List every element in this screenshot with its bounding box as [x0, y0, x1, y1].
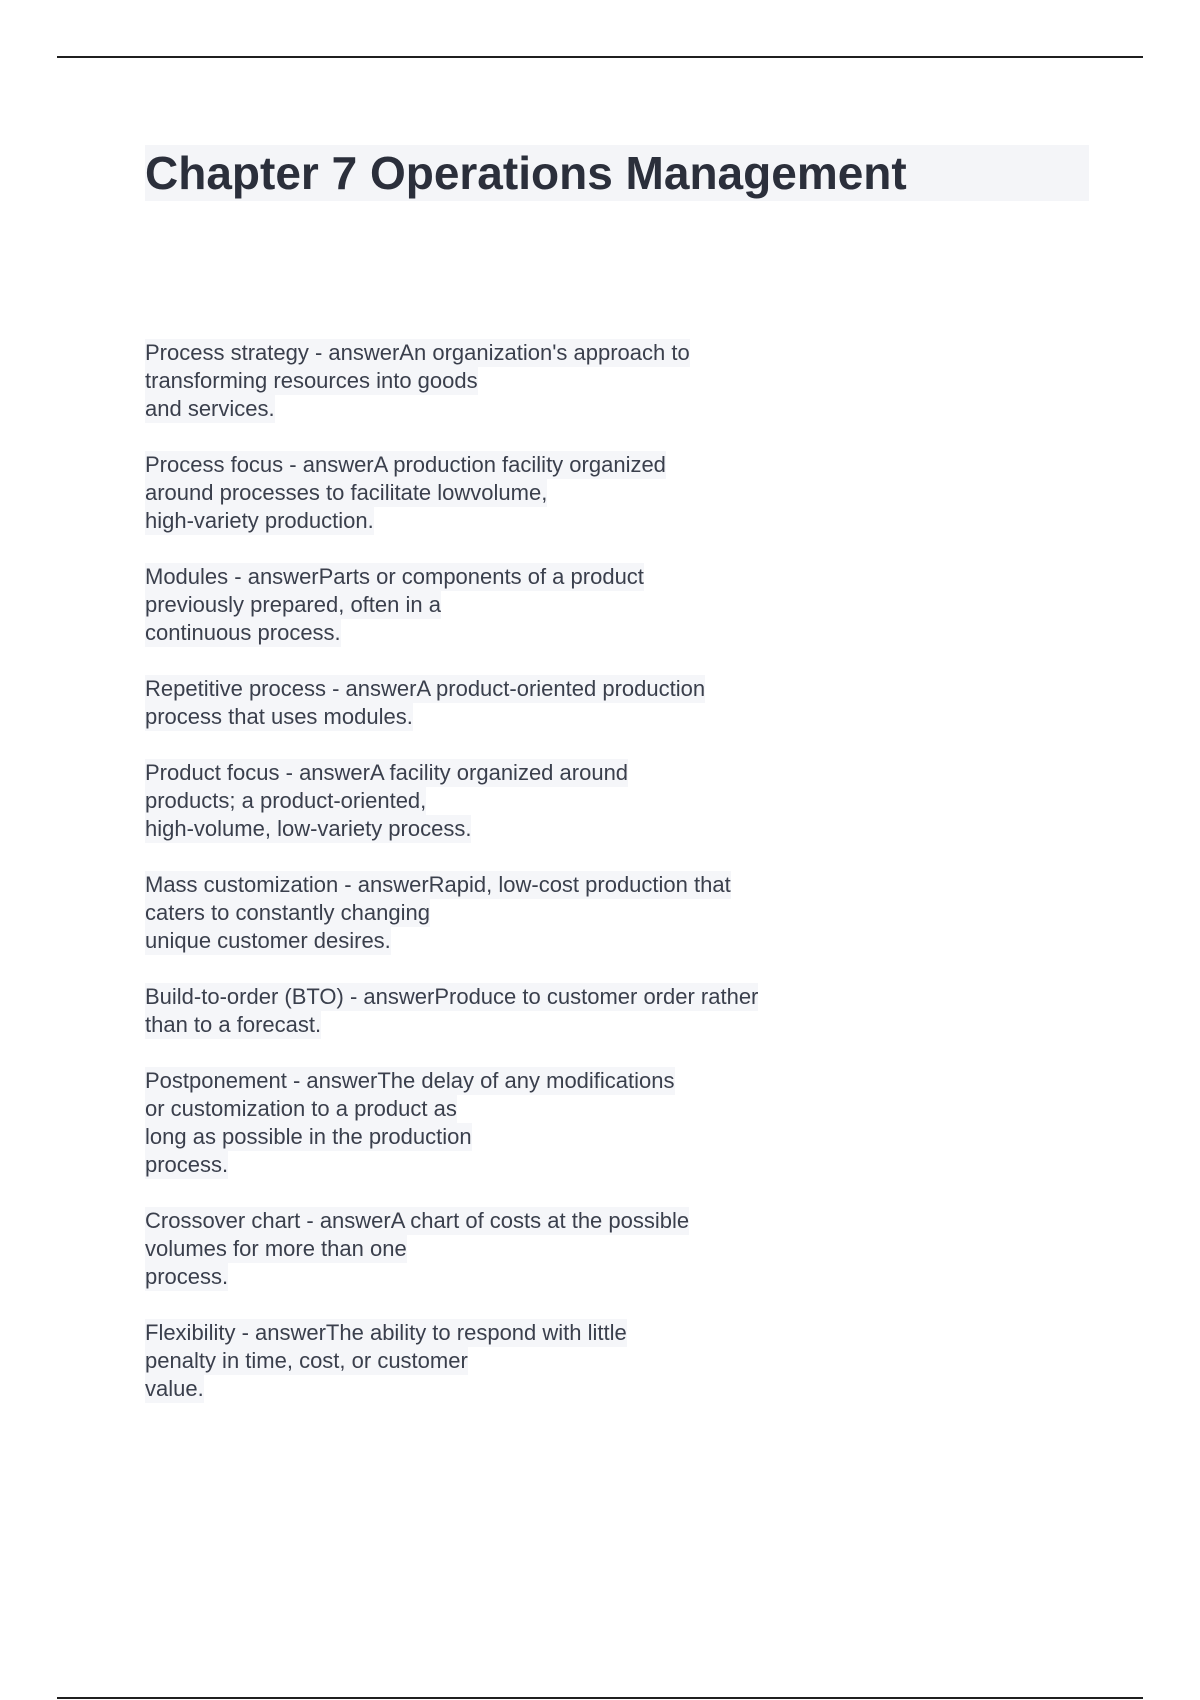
definition-line: Flexibility - answerThe ability to respond with little	[145, 1320, 627, 1345]
definition-entry	[145, 1207, 865, 1291]
definition-line: and services.	[145, 396, 275, 421]
definition-line: long as possible in the production	[145, 1124, 472, 1149]
definition-line: Modules - answerParts or components of a product	[145, 564, 644, 589]
definition-line: than to a forecast.	[145, 1012, 322, 1037]
definition-line: volumes for more than one	[145, 1236, 407, 1261]
definition-entry	[145, 1067, 865, 1179]
definition-line: high-volume, low-variety process.	[145, 816, 472, 841]
definition-line: value.	[145, 1376, 204, 1401]
definition-entry	[145, 451, 865, 535]
top-rule	[57, 56, 1143, 58]
definition-line: caters to constantly changing	[145, 900, 430, 925]
definition-line: around processes to facilitate lowvolume,	[145, 480, 548, 505]
bottom-rule	[57, 1697, 1143, 1699]
definition-line: Crossover chart - answerA chart of costs at the possible	[145, 1208, 690, 1233]
definition-entry	[145, 675, 865, 731]
definition-line: process that uses modules.	[145, 704, 413, 729]
definition-line: Build-to-order (BTO) - answerProduce to customer order rather	[145, 984, 759, 1009]
definition-line: Postponement - answerThe delay of any modifications	[145, 1068, 675, 1093]
definition-line: process.	[145, 1264, 229, 1289]
definition-entry	[145, 339, 865, 423]
definition-entry	[145, 983, 865, 1039]
definition-entry	[145, 1319, 865, 1403]
definition-line: Process focus - answerA production facility organized	[145, 452, 666, 477]
definition-line: or customization to a product as	[145, 1096, 457, 1121]
definition-entry	[145, 563, 865, 647]
definition-entry	[145, 759, 865, 843]
title-block	[145, 145, 1089, 201]
definition-line: products; a product-oriented,	[145, 788, 427, 813]
definition-entry	[145, 871, 865, 955]
definition-line: Product focus - answerA facility organized around	[145, 760, 629, 785]
definition-line: process.	[145, 1152, 229, 1177]
page-title: Chapter 7 Operations Management	[145, 147, 907, 199]
definition-line: continuous process.	[145, 620, 341, 645]
definition-line: transforming resources into goods	[145, 368, 478, 393]
definition-line: Mass customization - answerRapid, low-cost production that	[145, 872, 731, 897]
definitions-list	[145, 339, 865, 1431]
definition-line: Process strategy - answerAn organization's approach to	[145, 340, 690, 365]
definition-line: high-variety production.	[145, 508, 374, 533]
definition-line: previously prepared, often in a	[145, 592, 441, 617]
definition-line: Repetitive process - answerA product-oriented production	[145, 676, 706, 701]
definition-line: penalty in time, cost, or customer	[145, 1348, 468, 1373]
definition-line: unique customer desires.	[145, 928, 391, 953]
